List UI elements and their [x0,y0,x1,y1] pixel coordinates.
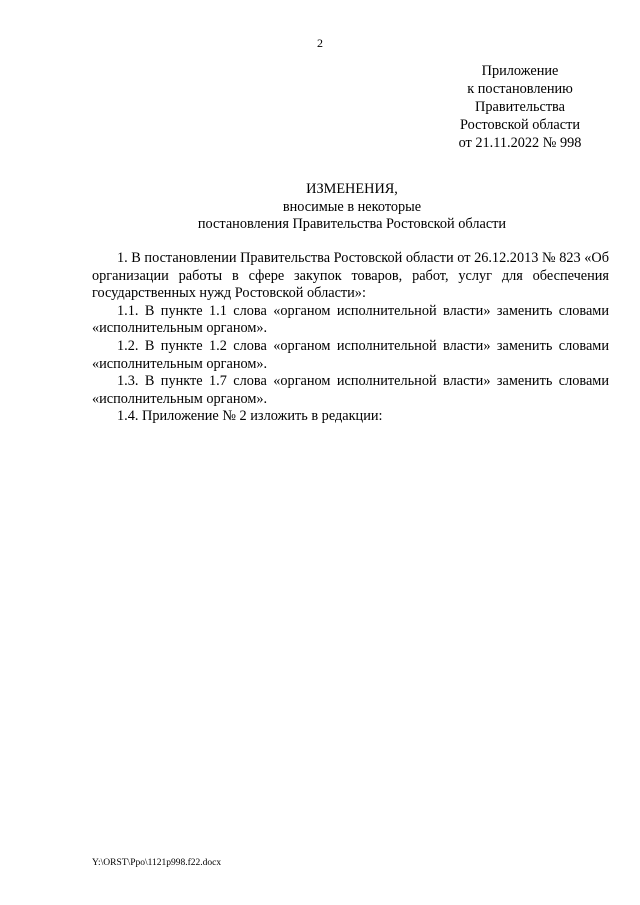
page-number: 2 [317,36,323,50]
appendix-block [440,62,600,152]
heading-title: ИЗМЕНЕНИЯ, [306,181,398,197]
appendix-line: к постановлению [467,81,573,97]
paragraph-1-4: 1.4. Приложение № 2 изложить в редакции: [117,408,383,425]
paragraph-1-2: 1.2. В пункте 1.2 слова «органом исполнительной власти» заменить словами «исполнительным органом». [92,337,609,372]
heading-subtitle: вносимые в некоторые [282,198,422,215]
heading-subtitle: постановления Правительства Ростовской области [197,216,507,232]
document-body [92,250,609,426]
document-heading [0,181,640,234]
paragraph-1-3: 1.3. В пункте 1.7 слова «органом исполнительной власти» заменить словами «исполнительным органом». [92,373,609,407]
file-path-footer: Y:\ORST\Ppo\1121p998.f22.docx [92,858,222,868]
paragraph-1: 1. В постановлении Правительства Ростовской области от 26.12.2013 № 823 «Об организации работы в сфере закупок товаров, работ, услуг для обеспечения государственных нужд Ростовской области»: [92,250,609,302]
paragraph-1-1: 1.1. В пункте 1.1 слова «органом исполнительной власти» заменить словами «исполнительным органом». [92,302,609,337]
appendix-line: Правительства [475,99,565,115]
appendix-line: Ростовской области [459,117,581,133]
appendix-date-number: от 21.11.2022 № 998 [458,135,582,151]
appendix-line: Приложение [481,63,559,79]
